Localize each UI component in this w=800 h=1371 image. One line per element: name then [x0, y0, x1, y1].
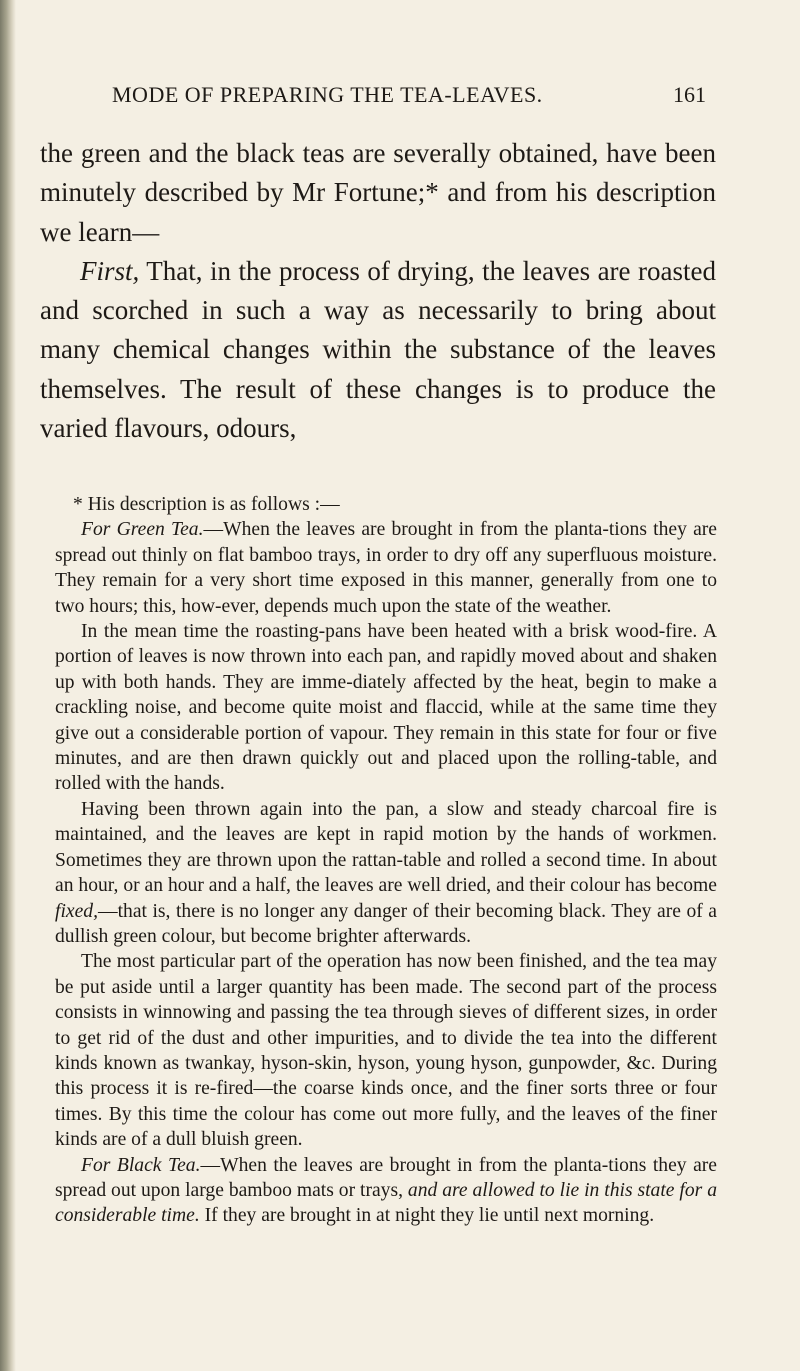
green-tea-text: —When the leaves are brought in from the planta-tions they are spread out thinly on flat bamboo trays, in order to dry off any superfluous moisture. They remain for a very short time exposed in this manner, generally from one to two hours; this, how-ever, depends much upon the state of the weather.	[55, 519, 717, 617]
page-number: 161	[673, 82, 706, 107]
footnote-intro: * His description is as follows :—	[73, 494, 340, 515]
footnote-roasting: In the mean time the roasting-pans have been heated with a brisk wood-fire. A portion of leaves is now thrown into each pan, and rapidly moved about and shaken up with both hands. They are imme-diately affected by the heat, begin to make a crackling noise, and become quite moist and flaccid, while at the same time they give out a considerable portion of vapour. They remain in this state for four or five minutes, and are then drawn quickly out and placed upon the rolling-table, and rolled with the hands.	[55, 621, 717, 795]
page-binding-edge	[0, 0, 16, 1371]
main-text	[40, 134, 716, 448]
black-tea-label: For Black Tea.	[81, 1154, 201, 1176]
black-tea-text: —When the leaves are brought in from the planta-tions they are spread out upon large bamboo mats or trays,	[55, 1154, 717, 1201]
paragraph-2-text: That, in the process of drying, the leaves are roasted and scorched in such a way as necessarily to bring about many chemical changes within the substance of the leaves themselves. The result of these changes is to produce the varied flavours, odours,	[40, 255, 716, 444]
first-label: First,	[80, 255, 140, 286]
green-tea-label: For Green Tea.	[81, 519, 204, 541]
charcoal-text-1: Having been thrown again into the pan, a slow and steady charcoal fire is maintained, and the leaves are kept in rapid motion by the hands of workmen. Sometimes they are thrown upon the rattan-table and rolled a second time. In about an hour, or an hour and a half, the leaves are well dried, and their colour has become	[55, 798, 717, 897]
running-head: MODE OF PREPARING THE TEA-LEAVES.	[112, 82, 543, 107]
footnote	[55, 492, 717, 1229]
paragraph-2	[40, 252, 716, 448]
charcoal-text-2: —that is, there is no longer any danger of their becoming black. They are of a dullish green colour, but become brighter afterwards.	[55, 900, 717, 947]
paragraph-1: the green and the black teas are severally obtained, have been minutely described by Mr Fortune;* and from his description we learn—	[40, 138, 716, 247]
footnote-winnowing: The most particular part of the operation has now been finished, and the tea may be put aside until a larger quantity has been made. The second part of the process consists in winnowing and passing the tea through sieves of different sizes, in order to get rid of the dust and other impurities, and to divide the tea into the different kinds known as twankay, hyson-skin, hyson, young hyson, gunpowder, &c. During this process it is re-fired—the coarse kinds once, and the finer sorts three or four times. By this time the colour has come out more fully, and the leaves of the finer kinds are of a dull bluish green.	[55, 951, 717, 1151]
footnote-charcoal	[55, 797, 717, 949]
black-tea-end: If they are brought in at night they lie until next morning.	[199, 1205, 655, 1227]
footnote-green-tea	[55, 517, 717, 619]
fixed-word: fixed,	[55, 900, 98, 922]
black-tea-italic: and are allowed to lie in this state for a considerable time.	[55, 1179, 717, 1227]
page-header	[112, 78, 706, 118]
footnote-black-tea	[55, 1153, 717, 1229]
